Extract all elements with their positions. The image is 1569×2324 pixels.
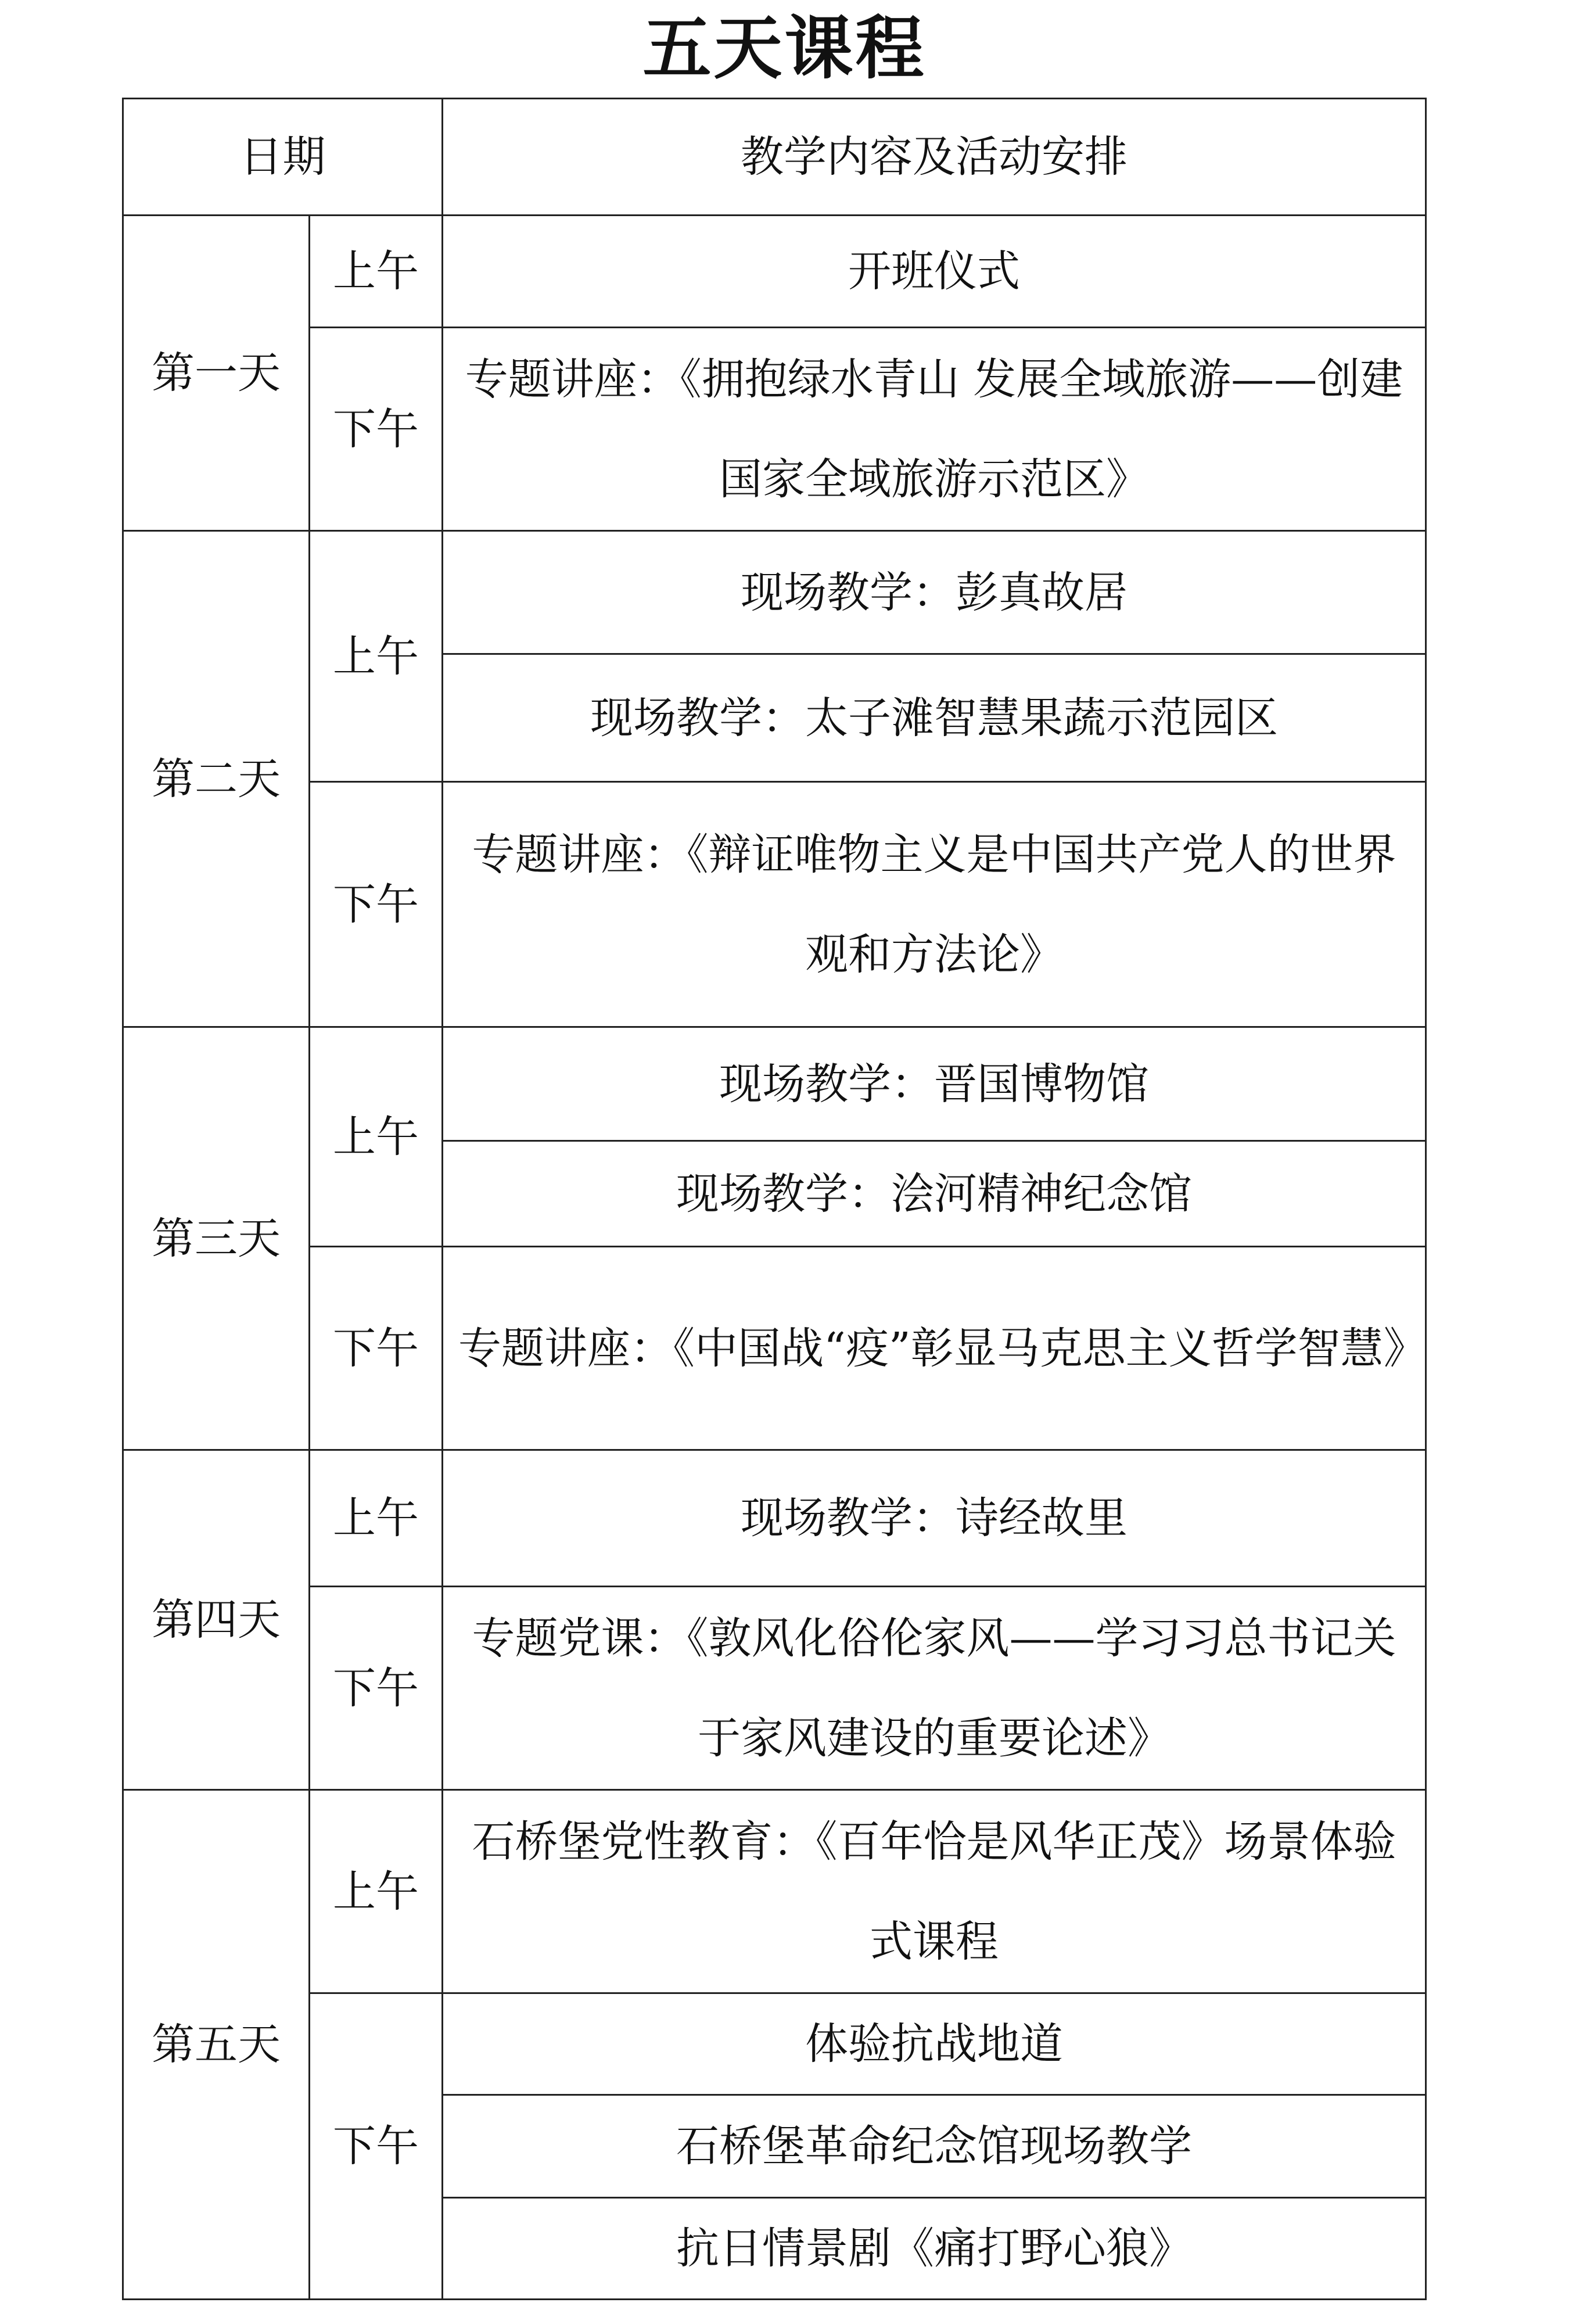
table-row [123,216,1426,328]
period-label: 上午 [310,1790,443,1993]
period-label: 上午 [310,1027,443,1247]
table-row [123,1790,1426,1993]
period-label: 下午 [310,1993,443,2300]
activity-cell: 石桥堡革命纪念馆现场教学 [443,2095,1426,2198]
period-label: 下午 [310,1247,443,1450]
table-row [123,1027,1426,1141]
activity-cell: 专题党课：《敦风化俗伦家风——学习习总书记关于家风建设的重要论述》 [443,1587,1426,1790]
day-label: 第五天 [123,1790,310,2300]
activity-cell: 开班仪式 [443,216,1426,328]
table-row [123,1247,1426,1450]
header-content: 教学内容及活动安排 [443,99,1426,216]
day-label: 第一天 [123,216,310,531]
period-label: 上午 [310,216,443,328]
activity-cell: 现场教学：太子滩智慧果蔬示范园区 [443,654,1426,782]
table-row [123,328,1426,531]
period-label: 下午 [310,1587,443,1790]
period-label: 上午 [310,1450,443,1587]
schedule-table [122,98,1427,2300]
header-date: 日期 [123,99,443,216]
activity-cell: 现场教学：彭真故居 [443,531,1426,654]
activity-cell: 体验抗战地道 [443,1993,1426,2095]
activity-cell: 现场教学：诗经故里 [443,1450,1426,1587]
day-label: 第三天 [123,1027,310,1450]
activity-cell: 现场教学：浍河精神纪念馆 [443,1141,1426,1247]
activity-cell: 现场教学：晋国博物馆 [443,1027,1426,1141]
activity-cell: 抗日情景剧《痛打野心狼》 [443,2198,1426,2300]
activity-cell: 专题讲座：《拥抱绿水青山 发展全域旅游——创建国家全域旅游示范区》 [443,328,1426,531]
activity-cell: 专题讲座：《辩证唯物主义是中国共产党人的世界观和方法论》 [443,782,1426,1027]
period-label: 下午 [310,328,443,531]
day-label: 第二天 [123,531,310,1027]
table-row [123,1450,1426,1587]
activity-cell: 专题讲座：《中国战“疫”彰显马克思主义哲学智慧》 [443,1247,1426,1450]
period-label: 下午 [310,782,443,1027]
period-label: 上午 [310,531,443,782]
table-row [123,1993,1426,2095]
table-row [123,1587,1426,1790]
day-label: 第四天 [123,1450,310,1790]
table-row [123,782,1426,1027]
page-title: 五天课程 [642,8,927,88]
table-row [123,531,1426,654]
activity-cell: 石桥堡党性教育：《百年恰是风华正茂》场景体验式课程 [443,1790,1426,1993]
table-header-row [123,99,1426,216]
